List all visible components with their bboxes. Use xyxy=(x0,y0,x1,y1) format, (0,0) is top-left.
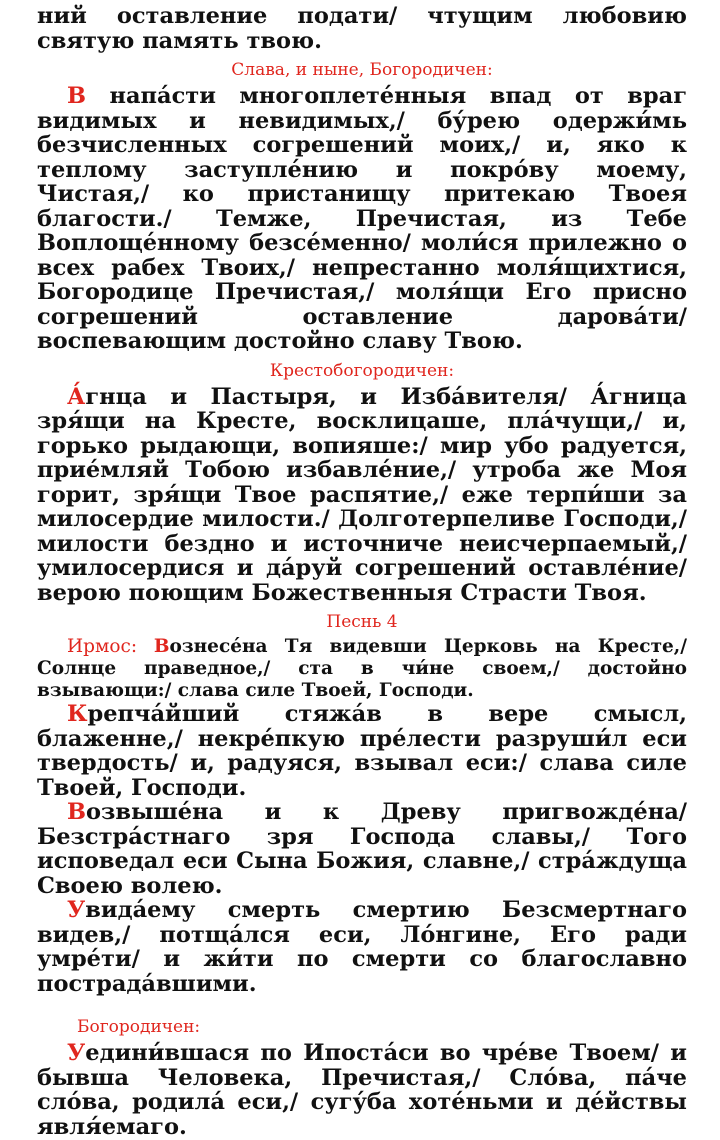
drop-initial: К xyxy=(67,701,88,727)
drop-initial: У xyxy=(67,897,86,923)
troparion-3 xyxy=(37,898,687,996)
paragraph-bogorodichen xyxy=(37,84,687,354)
paragraph-text: ний оставление подати/ чтущим любовию святую память твою. xyxy=(37,3,687,54)
drop-initial: В xyxy=(153,636,170,657)
page-text xyxy=(37,4,687,1139)
irmos-label: Ирмос: xyxy=(67,636,154,657)
paragraph-text: озвыше́на и к Древу пригвожде́на/ Безстра́стнаго зря Господа славы,/ Того исповедал еси Сына Божия, славне,/ стра́ждуща Своею волею. xyxy=(37,799,687,899)
drop-initial: В xyxy=(67,799,87,825)
spacer xyxy=(37,996,687,1010)
section-heading-bogorodichen: Богородичен: xyxy=(77,1017,201,1037)
paragraph-text: едини́вшася по Ипоста́си во чре́ве Твоем/ и бывша Человека, Пречистая,/ Сло́ва, па́че сло́ва, родила́ еси,/ сугу́ба хоте́ньми и де́йствы явля́емаго. xyxy=(37,1040,687,1140)
paragraph-text: ознесе́на Тя видевши Церковь на Кресте,/ Солнце праведное,/ ста в чи́не своем,/ достойно взывающи:/ слава силе Твоей, Господи. xyxy=(37,636,687,701)
paragraph-text: репча́йший стяжа́в в вере смысл, блаженне,/ некре́пкую пре́лести разруши́л еси твердость/ и, радуяся, взывал еси:/ слава силе Твоей, Господи. xyxy=(37,701,687,801)
paragraph-text: вида́ему смерть смертию Безсмертнаго видев,/ потща́лся еси, Ло́нгине, Его ради умре́ти/ и жи́ти по смерти со благославно пострада́вшими. xyxy=(37,897,687,997)
troparion-2 xyxy=(37,800,687,898)
section-heading-pesn: Песнь 4 xyxy=(326,612,398,632)
paragraph-text: напа́сти многоплете́нныя впад от враг видимых и невидимых,/ бу́рею одержи́мь безчисленных согрешений моих,/ и, яко к теплому заступле́нию и покро́ву моему, Чистая,/ ко пристанищу притекаю Твоея благости./ Темже, Пречистая, из Тебе Воплоще́нному безсе́менно/ моли́ся прилежно о всех рабех Твоих,/ непрестанно моля́щихтися, Богородице Пречистая,/ моля́щи Его присно согрешений оставление дарова́ти/ воспевающим достойно славу Твою. xyxy=(37,83,687,354)
paragraph-final-bogorodichen xyxy=(37,1041,687,1139)
paragraph-text: гнца и Пастыря, и Изба́вителя/ А́гница зря́щи на Кресте, восклицаше, пла́чущи,/ и, горько рыдающи, вопияше:/ мир убо радуется, прие́мляй Тобою избавле́ние,/ утроба же Моя горит, зря́щи Твое распятие,/ еже терпи́ши за милосердие милости./ Долготерпеливе Господи,/ милости бездно и источниче неисчерпаемый,/ умилосердися и да́руй согрешений оставле́ние/ верою поющим Божественныя Страсти Твоя. xyxy=(37,383,687,606)
irmos-paragraph xyxy=(37,636,687,702)
troparion-1 xyxy=(37,702,687,800)
drop-initial: А́ xyxy=(67,383,86,410)
drop-initial: В xyxy=(67,83,87,109)
paragraph-continuation xyxy=(37,4,687,53)
section-heading-krestobogorodichen: Крестобогородичен: xyxy=(269,360,455,381)
paragraph-krestobogorodichen xyxy=(37,385,687,606)
section-heading-slava: Слава, и ныне, Богородичен: xyxy=(231,60,493,80)
drop-initial: У xyxy=(67,1040,86,1066)
